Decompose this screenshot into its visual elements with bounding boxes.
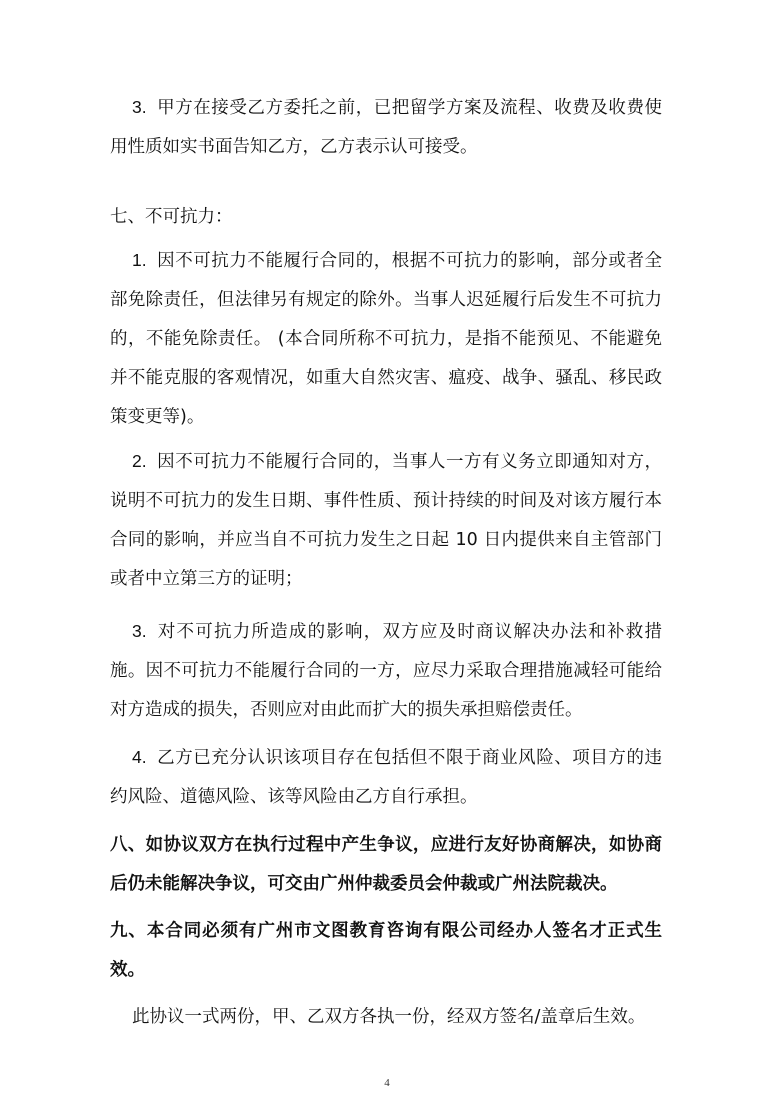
item-number: 4. [132,747,147,767]
item-text: 因不可抗力不能履行合同的，根据不可抗力的影响，部分或者全部免除责任，但法律另有规定的除外。当事人迟延履行后发生不可抗力的，不能免除责任。 (本合同所称不可抗力，是指不能预见、不能避免并不能克服的客观情况，如重大自然灾害、瘟疫、战争、骚乱、移民政策变更等)。 [110,251,662,427]
section-six-item-3 [110,88,662,167]
item-number: 1. [132,250,147,270]
item-number: 2. [132,451,147,471]
item-text: 对不可抗力所造成的影响，双方应及时商议解决办法和补救措施。因不可抗力不能履行合同的一方，应尽力采取合理措施减轻可能给对方造成的损失，否则应对由此而扩大的损失承担赔偿责任。 [110,622,662,720]
item-number: 3. [132,621,147,641]
closing-statement: 此协议一式两份，甲、乙双方各执一份，经双方签名/盖章后生效。 [132,1007,646,1027]
item-text: 乙方已充分认识该项目存在包括但不限于商业风险、项目方的违约风险、道德风险、该等风险由乙方自行承担。 [110,748,662,807]
section-eight: 八、如协议双方在执行过程中产生争议，应进行友好协商解决，如协商后仍未能解决争议，可交由广州仲裁委员会仲裁或广州法院裁决。 [110,835,662,894]
page-number: 4 [384,1077,390,1089]
section-nine: 九、本合同必须有广州市文图教育咨询有限公司经办人签名才正式生效。 [110,921,662,980]
section-seven-item-1 [110,241,662,437]
section-seven-item-4 [110,738,662,817]
item-text: 甲方在接受乙方委托之前，已把留学方案及流程、收费及收费使用性质如实书面告知乙方，乙方表示认可接受。 [110,98,662,157]
section-seven-heading: 七、不可抗力： [110,207,233,227]
section-seven-item-3 [110,612,662,730]
section-seven-item-2 [110,442,662,599]
item-text: 因不可抗力不能履行合同的，当事人一方有义务立即通知对方，说明不可抗力的发生日期、事件性质、预计持续的时间及对该方履行本合同的影响，并应当自不可抗力发生之日起 10 日内提供来自主管部门或者中立第三方的证明； [110,452,662,589]
item-number: 3. [132,97,147,117]
